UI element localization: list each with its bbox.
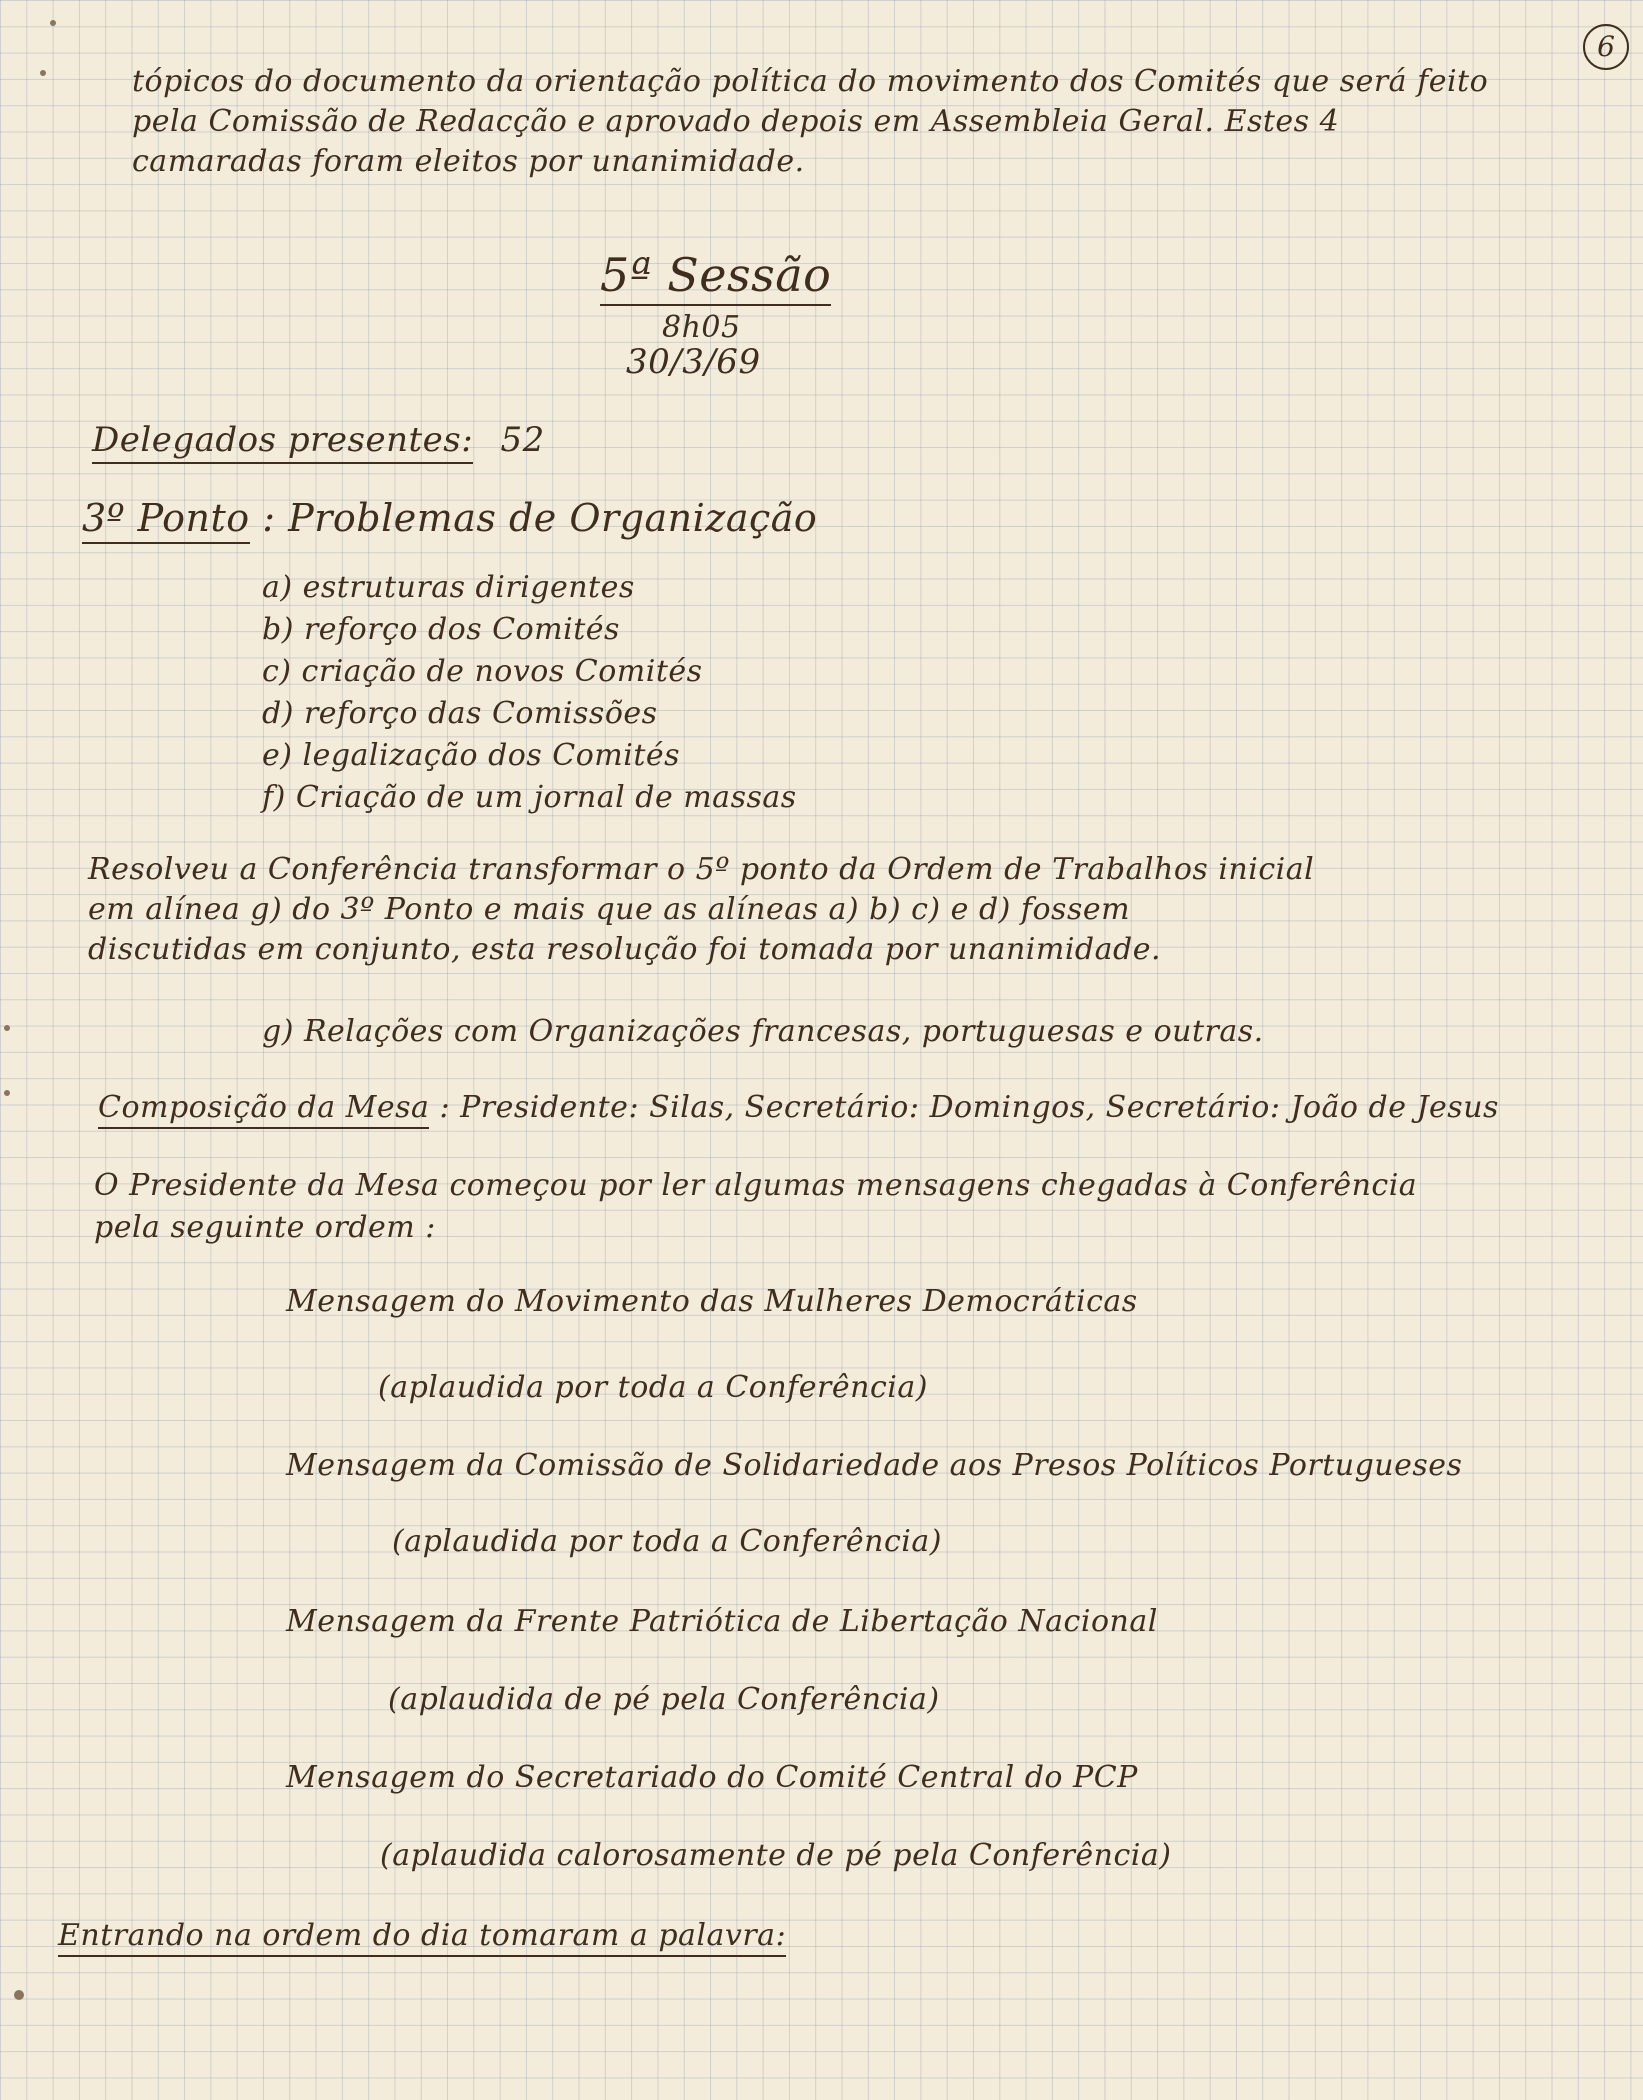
message-title: Mensagem da Comissão de Solidariedade aos Presos Políticos Portugueses	[286, 1448, 1463, 1483]
agenda-item: c) criação de novos Comités	[262, 654, 703, 689]
message-title: Mensagem do Secretariado do Comité Central do PCP	[286, 1760, 1138, 1795]
ponto-label: 3º Ponto	[82, 496, 250, 544]
message-title: Mensagem da Frente Patriótica de Libertação Nacional	[286, 1604, 1158, 1639]
president-line: O Presidente da Mesa começou por ler algumas mensagens chegadas à Conferência	[94, 1168, 1418, 1203]
paper-speck	[40, 70, 46, 76]
message-title: Mensagem do Movimento das Mulheres Democráticas	[286, 1284, 1138, 1319]
message-note: (aplaudida por toda a Conferência)	[392, 1524, 942, 1559]
resolution-line: em alínea g) do 3º Ponto e mais que as alíneas a) b) c) e d) fossem	[88, 892, 1131, 927]
mesa-label: Composição da Mesa	[98, 1090, 429, 1129]
delegates-count: 52	[500, 420, 545, 460]
resolution-line: Resolveu a Conferência transformar o 5º ponto da Ordem de Trabalhos inicial	[88, 852, 1315, 887]
message-note: (aplaudida por toda a Conferência)	[378, 1370, 928, 1405]
intro-line: pela Comissão de Redacção e aprovado depois em Assembleia Geral. Estes 4	[132, 104, 1340, 139]
ponto-line	[82, 496, 817, 540]
page-number: 6	[1583, 24, 1629, 70]
delegates-line	[92, 420, 545, 460]
session-time: 8h05	[662, 310, 741, 345]
session-title: 5ª Sessão	[600, 248, 831, 306]
ponto-title: : Problemas de Organização	[262, 496, 818, 540]
closing-line	[58, 1918, 786, 1953]
intro-line: tópicos do documento da orientação política do movimento dos Comités que será feito	[132, 64, 1489, 99]
president-line: pela seguinte ordem :	[94, 1210, 436, 1245]
closing-text: Entrando na ordem do dia tomaram a palavra:	[58, 1918, 786, 1957]
agenda-item: b) reforço dos Comités	[262, 612, 620, 647]
agenda-item: d) reforço das Comissões	[262, 696, 658, 731]
paper-speck	[4, 1090, 10, 1096]
mesa-line	[98, 1090, 1499, 1125]
intro-line: camaradas foram eleitos por unanimidade.	[132, 144, 805, 179]
delegates-label: Delegados presentes:	[92, 420, 473, 464]
paper-speck	[14, 1990, 24, 2000]
session-date: 30/3/69	[626, 342, 761, 382]
paper-speck	[4, 1025, 10, 1031]
agenda-item: f) Criação de um jornal de massas	[262, 780, 797, 815]
paper-speck	[50, 20, 56, 26]
agenda-item: a) estruturas dirigentes	[262, 570, 635, 605]
message-note: (aplaudida de pé pela Conferência)	[388, 1682, 940, 1717]
mesa-text: : Presidente: Silas, Secretário: Domingos, Secretário: João de Jesus	[439, 1090, 1499, 1125]
resolution-line: discutidas em conjunto, esta resolução foi tomada por unanimidade.	[88, 932, 1162, 967]
agenda-item: e) legalização dos Comités	[262, 738, 681, 773]
agenda-item-g: g) Relações com Organizações francesas, portuguesas e outras.	[262, 1014, 1264, 1049]
message-note: (aplaudida calorosamente de pé pela Conferência)	[380, 1838, 1172, 1873]
